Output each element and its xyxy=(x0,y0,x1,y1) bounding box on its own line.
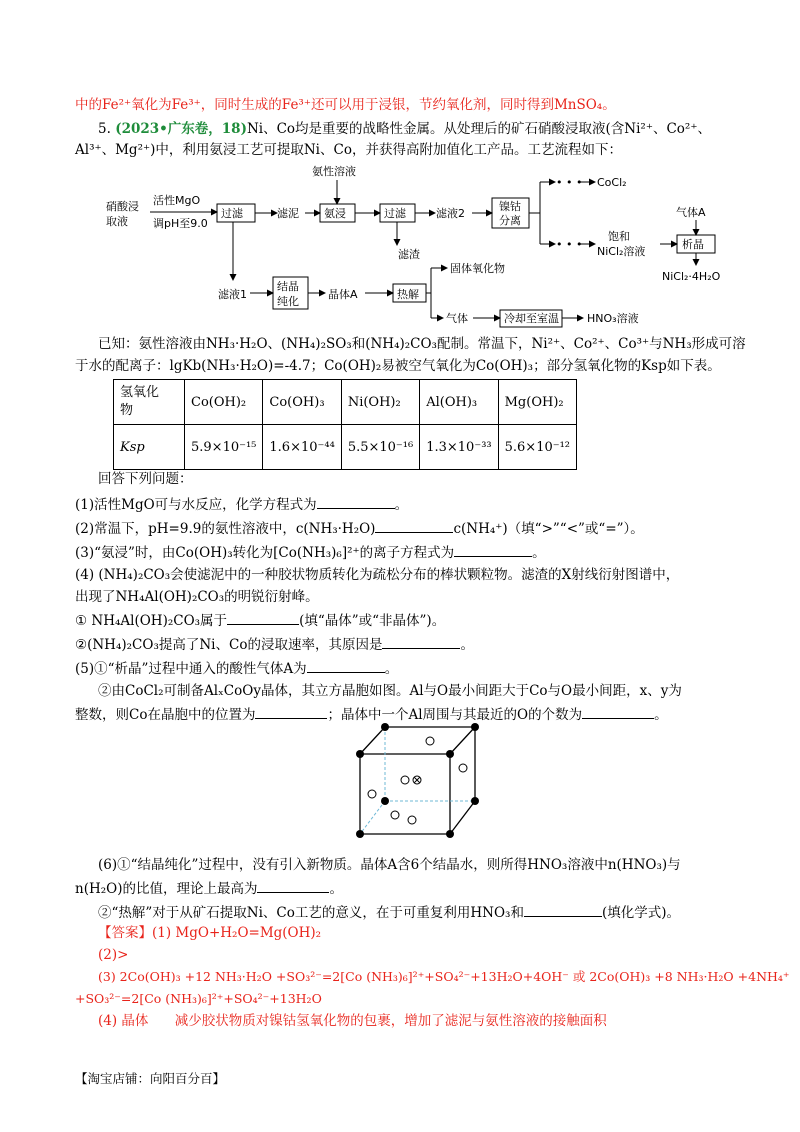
flow-mgo: 活性MgO xyxy=(153,194,201,207)
q6-1-blank[interactable] xyxy=(257,878,329,893)
flow-separation-line2: 分离 xyxy=(499,214,521,227)
q3-text: (3)“氨浸”时，由Co(OH)₃转化为[Co(NH₃)₆]²⁺的离子方程式为 xyxy=(75,545,455,561)
flow-separation-line1: 镍钴 xyxy=(499,200,521,213)
question-header xyxy=(98,120,711,138)
flow-purify-line1: 结晶 xyxy=(277,280,299,293)
q1-blank[interactable] xyxy=(317,494,395,509)
flow-filtrate2: 滤液2 xyxy=(436,207,465,220)
flow-gas-a: 气体A xyxy=(676,206,706,219)
q2 xyxy=(75,518,644,538)
q5-1-text: (5)①“析晶”过程中通入的酸性气体A为 xyxy=(75,661,307,677)
q4-2-text: ②(NH₄)₂CO₃提高了Ni、Co的浸取速率，其原因是 xyxy=(75,637,383,653)
answer-4-text-b: 减少胶状物质对镍钴氢氧化物的包裹，增加了滤泥与氨性溶液的接触面积 xyxy=(174,1013,607,1029)
q6-2-blank[interactable] xyxy=(524,902,602,917)
flow-residue: 滤渣 xyxy=(398,248,420,261)
ksp-header-cell: Co(OH)₃ xyxy=(263,380,341,425)
flow-saturated-line1: 饱和 xyxy=(608,230,630,243)
flow-start-line2: 取液 xyxy=(106,215,128,228)
answer-prompt: 回答下列问题： xyxy=(98,471,193,487)
answer-1 xyxy=(98,924,321,942)
ksp-value-cell: 5.5×10⁻¹⁶ xyxy=(341,425,419,470)
answer-1-text: (1) MgO+H₂O=Mg(OH)₂ xyxy=(152,925,322,941)
q2-blank[interactable] xyxy=(375,518,453,533)
q6-1-line-1: (6)①“结晶纯化”过程中，没有引入新物质。晶体A含6个结晶水，则所得HNO₃溶液中n(HNO₃)与 xyxy=(98,857,681,873)
ksp-value-cell: 1.6×10⁻⁴⁴ xyxy=(263,425,341,470)
answer-2: (2)> xyxy=(98,947,129,963)
flow-cocl2: CoCl₂ xyxy=(597,176,627,189)
flow-dots-bottom: • • • xyxy=(556,238,583,251)
flow-mud: 滤泥 xyxy=(277,207,299,220)
ksp-header-cell: Ni(OH)₂ xyxy=(341,380,419,425)
flow-dots-top: • • • xyxy=(556,176,583,189)
flow-ph: 调pH至9.0 xyxy=(153,217,208,230)
question-text-1: Ni、Co均是重要的战略性金属。从处理后的矿石硝酸浸取液(含Ni²⁺、Co²⁺、 xyxy=(246,121,711,137)
q4-line-1: (4) (NH₄)₂CO₃会使滤泥中的一种胶状物质转化为疏松分布的棒状颗粒物。滤渣的X射线衍射图谱中， xyxy=(75,567,680,583)
ksp-header-cell: Mg(OH)₂ xyxy=(498,380,576,425)
ksp-value-cell: 5.9×10⁻¹⁵ xyxy=(185,425,263,470)
flow-cool: 冷却至室温 xyxy=(504,312,559,325)
flow-hno3: HNO₃溶液 xyxy=(587,312,639,325)
q5-2-blank-count[interactable] xyxy=(582,704,654,719)
ksp-table xyxy=(113,379,577,470)
flow-crystal-a: 晶体A xyxy=(328,288,358,301)
answer-4 xyxy=(98,1012,607,1030)
q4-1-text-a: ① NH₄Al(OH)₂CO₃属于 xyxy=(75,613,228,629)
q5-2-text-c: ；晶体中一个Al周围与其最近的O的个数为 xyxy=(327,707,583,723)
q2-text-a: (2)常温下，pH=9.9的氨性溶液中，c(NH₃·H₂O) xyxy=(75,521,376,537)
flow-filter1: 过滤 xyxy=(221,207,243,220)
known-line-1: 已知：氨性溶液由NH₃·H₂O、(NH₄)₂SO₃和(NH₄)₂CO₃配制。常温下，Ni²⁺、Co²⁺、Co³⁺与NH₃形成可溶 xyxy=(98,336,746,352)
answer-label: 【答案】 xyxy=(98,925,152,941)
flow-nicl2-product: NiCl₂·4H₂O xyxy=(662,270,721,283)
question-source: (2023•广东卷，18) xyxy=(115,121,247,137)
answer-4-text-a: (4) 晶体 xyxy=(98,1013,149,1029)
q6-1-line-2: n(H₂O)的比值，理论上最高为 。 xyxy=(75,878,343,898)
answer-3-line-2: +SO₃²⁻=2[Co (NH₃)₆]²⁺+SO₄²⁻+13H₂O xyxy=(75,991,322,1006)
flow-pyrolysis: 热解 xyxy=(397,288,419,301)
q5-2-line-2: 整数，则Co在晶胞中的位置为 ；晶体中一个Al周围与其最近的O的个数为 。 xyxy=(75,704,668,724)
flow-saturated-line2: NiCl₂溶液 xyxy=(597,245,646,258)
q1-text: (1)活性MgO可与水反应，化学方程式为 xyxy=(75,497,317,513)
known-line-2: 于水的配离子：lgKb(NH₃·H₂O)=-4.7；Co(OH)₂易被空气氧化为Co(OH)₃；部分氢氧化物的Ksp如下表。 xyxy=(75,358,721,374)
question-text-2: Al³⁺、Mg²⁺)中，利用氨浸工艺可提取Ni、Co，并获得高附加值化工产品。工艺流程如下： xyxy=(75,142,622,158)
q4-2-blank[interactable] xyxy=(382,634,460,649)
q5-2-line-1: ②由CoCl₂可制备AlₓCoOy晶体，其立方晶胞如图。Al与O最小间距大于Co与O最小间距，x、y为 xyxy=(98,683,682,699)
flow-start-line1: 硝酸浸 xyxy=(106,200,139,213)
flow-crystallize: 析晶 xyxy=(682,238,704,251)
flow-ammonia-solution: 氨性溶液 xyxy=(312,165,356,178)
q4-2: ②(NH₄)₂CO₃提高了Ni、Co的浸取速率，其原因是 。 xyxy=(75,634,474,654)
q6-2-text-b: (填化学式)。 xyxy=(601,905,681,921)
q4-1-blank[interactable] xyxy=(227,610,299,625)
q4-1-text-b: (填“晶体”或“非晶体”)。 xyxy=(299,613,446,629)
q3-blank[interactable] xyxy=(454,542,532,557)
ksp-header-label xyxy=(114,380,185,425)
q3: (3)“氨浸”时，由Co(OH)₃转化为[Co(NH₃)₆]²⁺的离子方程式为 。 xyxy=(75,542,546,562)
q5-1-blank[interactable] xyxy=(307,658,385,673)
q6-1-text-b: n(H₂O)的比值，理论上最高为 xyxy=(75,881,258,897)
flow-filter2: 过滤 xyxy=(384,207,406,220)
answer-3-line-1: (3) 2Co(OH)₃ +12 NH₃·H₂O +SO₃²⁻=2[Co (NH₃)₆]²⁺+SO₄²⁻+13H₂O+4OH⁻ 或 2Co(OH)₃ +8 NH₃·H₂O +4NH₄⁺ xyxy=(98,969,790,984)
q2-text-b: c(NH₄⁺)（填“>”“<”或“=”）。 xyxy=(453,521,644,537)
ksp-value-row xyxy=(114,425,577,470)
q4-line-2: 出现了NH₄Al(OH)₂CO₃的明锐衍射峰。 xyxy=(75,589,319,605)
q5-2-blank-position[interactable] xyxy=(255,704,327,719)
process-flow-diagram xyxy=(100,160,740,335)
q4-1 xyxy=(75,610,445,630)
flow-solid-oxide: 固体氧化物 xyxy=(450,262,505,275)
ksp-header-label-line1: 氢氧化 xyxy=(120,385,160,400)
ksp-value-cell: 5.6×10⁻¹² xyxy=(498,425,576,470)
crystal-cell-figure xyxy=(340,720,500,850)
ksp-header-row xyxy=(114,380,577,425)
flow-purify-line2: 纯化 xyxy=(277,295,299,308)
q5-2-text-b: 整数，则Co在晶胞中的位置为 xyxy=(75,707,256,723)
intro-line: 中的Fe²⁺氧化为Fe³⁺，同时生成的Fe³⁺还可以用于浸银，节约氧化剂，同时得到MnSO₄。 xyxy=(75,97,616,113)
ksp-header-cell: Co(OH)₂ xyxy=(185,380,263,425)
flow-leach: 氨浸 xyxy=(324,207,346,220)
q6-2 xyxy=(98,902,680,922)
flow-gas: 气体 xyxy=(446,312,468,325)
footer-store: 【淘宝店铺：向阳百分百】 xyxy=(75,1071,226,1086)
q1: (1)活性MgO可与水反应，化学方程式为 。 xyxy=(75,494,408,514)
flow-filtrate1: 滤液1 xyxy=(218,288,247,301)
q6-2-text-a: ②“热解”对于从矿石提取Ni、Co工艺的意义，在于可重复利用HNO₃和 xyxy=(98,905,524,921)
question-number: 5. xyxy=(98,121,111,137)
ksp-row-label: Ksp xyxy=(114,425,185,470)
ksp-header-label-line2: 物 xyxy=(120,403,134,418)
ksp-value-cell: 1.3×10⁻³³ xyxy=(420,425,498,470)
ksp-header-cell: Al(OH)₃ xyxy=(420,380,498,425)
q5-1: (5)①“析晶”过程中通入的酸性气体A为 。 xyxy=(75,658,398,678)
